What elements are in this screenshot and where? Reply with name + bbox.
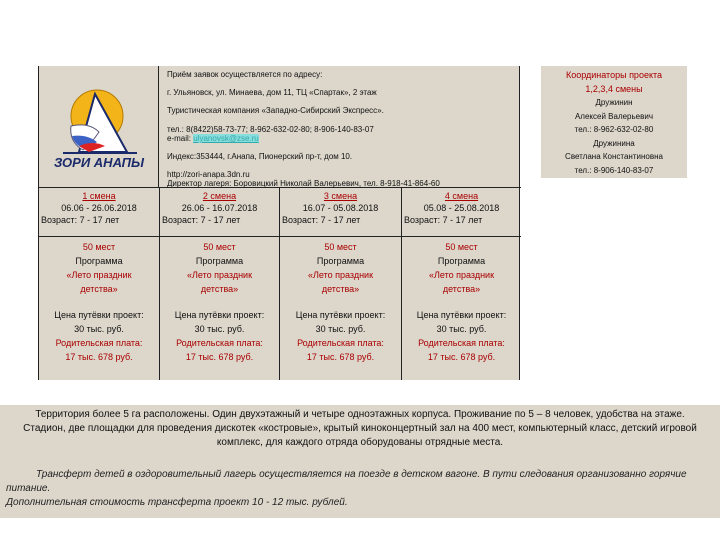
shift-column <box>401 188 521 380</box>
price-label: Цена путёвки проект: <box>295 310 386 320</box>
email-link[interactable]: ulyanovsk@zse.ru <box>193 133 259 143</box>
parent-fee-label: Родительская плата: <box>176 338 263 348</box>
shift-name[interactable]: 4 смена <box>444 191 479 201</box>
shift-age: Возраст: 7 - 17 лет <box>404 215 483 225</box>
program-name: «Лето праздник детства» <box>66 270 132 294</box>
camp-info-panel <box>38 66 520 380</box>
price-label: Цена путёвки проект: <box>174 310 265 320</box>
parent-fee-label: Родительская плата: <box>297 338 384 348</box>
coordinator-line: Светлана Константиновна <box>565 152 663 161</box>
transfer-cost: Дополнительная стоимость трансферта проект 10 - 12 тыс. рублей. <box>6 497 348 508</box>
description-box <box>0 405 720 518</box>
coordinator-line: Дружинина <box>593 138 635 148</box>
price: 30 тыс. руб. <box>194 324 245 334</box>
shift-places: 50 мест <box>82 242 116 252</box>
program-label: Программа <box>75 256 123 266</box>
program-label: Программа <box>437 256 486 266</box>
shift-places: 50 мест <box>324 242 357 252</box>
coordinator-line: Дружинин <box>595 98 633 107</box>
address: Индекс:353444, г.Анапа, Пионерский пр-т, дом 10. <box>167 151 353 161</box>
zori-anapy-logo-icon <box>39 66 159 188</box>
program-name: «Лето праздник детства» <box>307 270 374 294</box>
shift-dates: 06.06 - 26.06.2018 <box>61 203 137 213</box>
shift-column <box>39 188 159 380</box>
shift-age: Возраст: 7 - 17 лет <box>162 215 241 225</box>
shift-dates: 16.07 - 05.08.2018 <box>302 203 379 213</box>
site-link[interactable]: http://zori-anapa.3dn.ru <box>167 170 250 180</box>
shift-age: Возраст: 7 - 17 лет <box>282 215 361 225</box>
program-label: Программа <box>195 256 244 266</box>
info-line: Приём заявок осуществляется по адресу: <box>167 70 323 79</box>
price: 30 тыс. руб. <box>315 324 366 334</box>
program-name: «Лето праздник детства» <box>428 270 495 294</box>
shift-name[interactable]: 3 смена <box>323 191 358 201</box>
logo <box>39 66 159 188</box>
coordinators-subtitle: 1,2,3,4 смены <box>585 83 643 94</box>
parent-fee: 17 тыс. 678 руб. <box>185 352 254 362</box>
program-label: Программа <box>316 256 365 266</box>
info-line: г. Ульяновск, ул. Минаева, дом 11, ТЦ «Спартак», 2 этаж <box>167 88 377 98</box>
shift-column <box>279 188 401 380</box>
parent-fee: 17 тыс. 678 руб. <box>306 352 375 362</box>
parent-fee-label: Родительская плата: <box>55 338 143 348</box>
parent-fee: 17 тыс. 678 руб. <box>65 352 133 362</box>
parent-fee: 17 тыс. 678 руб. <box>427 352 496 362</box>
coordinator-line: Алексей Валерьевич <box>574 111 654 121</box>
email-label: e-mail: <box>167 133 192 143</box>
transfer-text: Трансферт детей в оздоровительный лагерь осуществляется на поезде в детском вагоне. В пути следования организованно горячие питание. <box>6 469 687 494</box>
coordinators-box <box>541 66 687 178</box>
price-label: Цена путёвки проект: <box>54 310 144 320</box>
logo-text: ЗОРИ АНАПЫ <box>54 155 144 170</box>
phones: тел.: 8(8422)58-73-77; 8-962-632-02-80; 8-906-140-83-07 <box>167 124 374 134</box>
contact-info <box>167 70 519 188</box>
shift-dates: 05.08 - 25.08.2018 <box>423 203 500 213</box>
director: Директор лагеря: Боровицкий Николай Валерьевич, тел. 8-918-41-864-60 <box>167 179 440 188</box>
parent-fee-label: Родительская плата: <box>418 338 505 348</box>
coordinator-line: тел.: 8-906-140-83-07 <box>574 165 654 175</box>
shift-age: Возраст: 7 - 17 лет <box>41 215 120 225</box>
shift-name[interactable]: 2 смена <box>202 191 237 201</box>
shift-dates: 26.06 - 16.07.2018 <box>181 203 258 213</box>
program-name: «Лето праздник детства» <box>186 270 253 294</box>
shift-places: 50 мест <box>445 242 478 252</box>
shift-name[interactable]: 1 смена <box>82 191 116 201</box>
price-label: Цена путёвки проект: <box>416 310 507 320</box>
coordinator-line: тел.: 8-962-632-02-80 <box>574 125 654 134</box>
coordinators-title: Координаторы проекта <box>565 70 663 80</box>
price: 30 тыс. руб. <box>436 324 487 334</box>
territory-description: Территория более 5 га расположены. Один двухэтажный и четыре одноэтажных корпуса. Проживание по 5 – 8 человек, удобства на этаже. Стадион, две площадки для проведения дискотек «костровые», крытый киноконцертный зал на 400 мест, компьютерный класс, детский игровой комплекс, для каждого отряда оборудованы отрядные места. <box>23 409 697 448</box>
shift-places: 50 мест <box>203 242 236 252</box>
price: 30 тыс. руб. <box>74 324 124 334</box>
info-line: Туристическая компания «Западно-Сибирский Экспресс». <box>167 106 384 116</box>
shift-column <box>159 188 279 380</box>
